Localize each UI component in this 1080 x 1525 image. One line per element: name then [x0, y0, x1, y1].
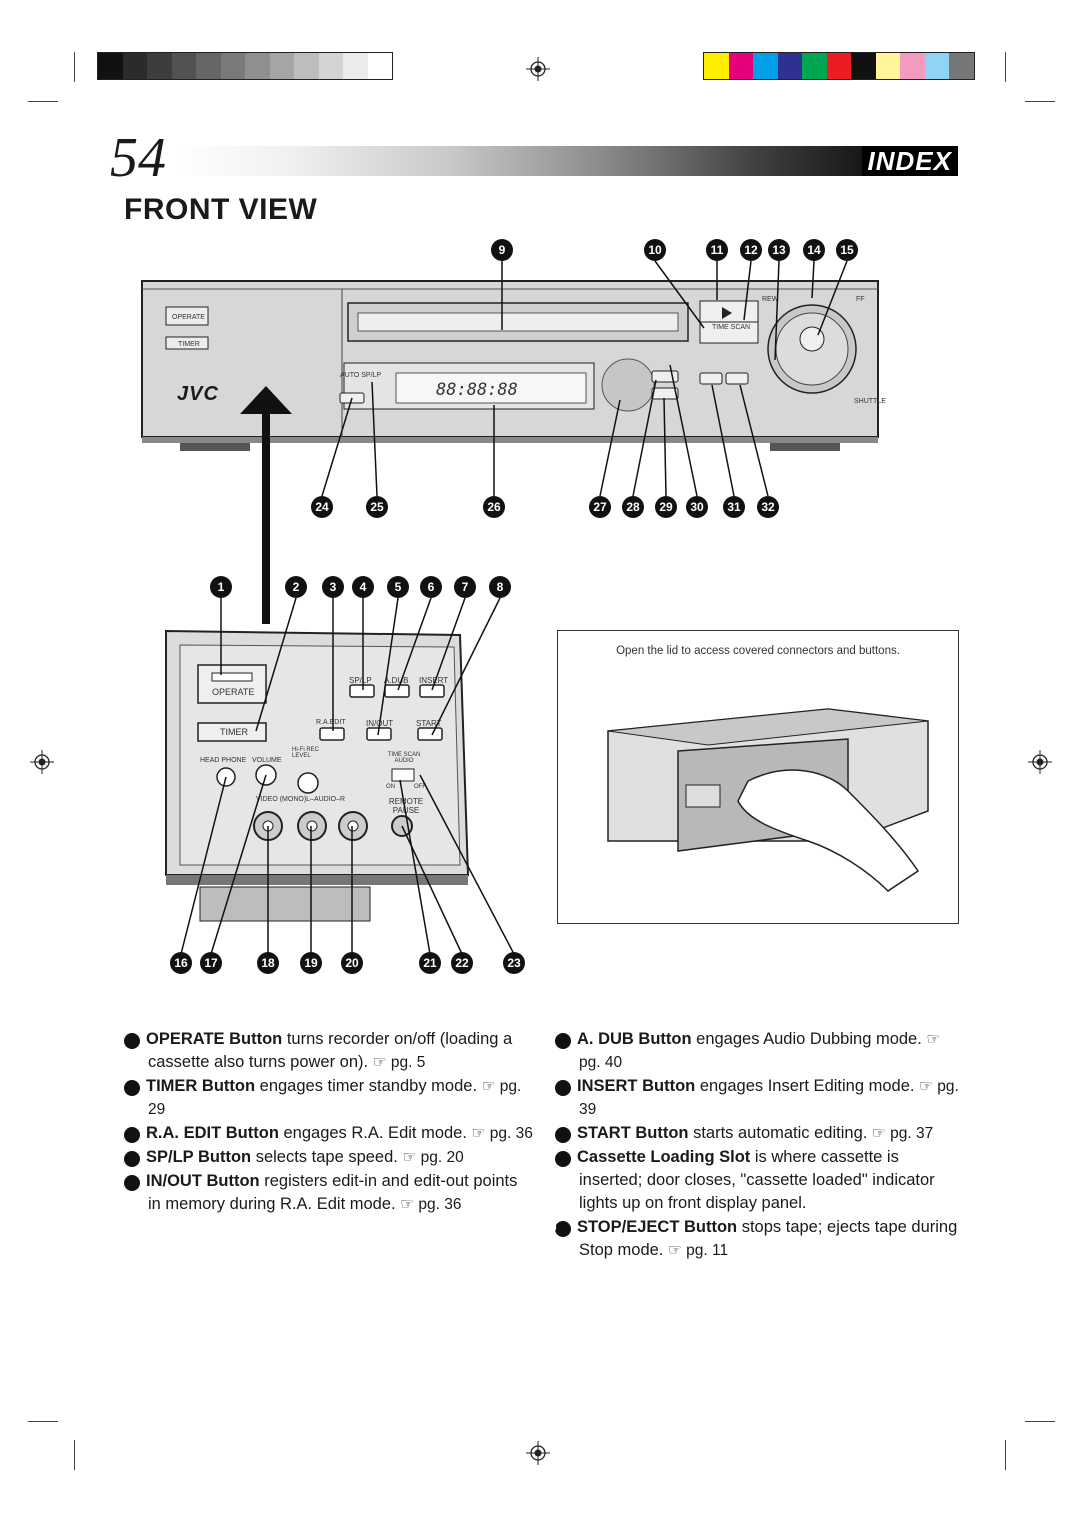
- callout-3: 3: [322, 576, 344, 598]
- callout-22: 22: [451, 952, 473, 974]
- counter-display: 88:88:88: [436, 380, 518, 400]
- description-item: [117, 1170, 534, 1216]
- on-label: ON: [386, 784, 395, 790]
- page-reference: ☞ pg. 36: [400, 1196, 462, 1213]
- lid-inset-figure: [557, 630, 959, 924]
- page-title: FRONT VIEW: [124, 193, 318, 226]
- off-label: OFF: [414, 784, 426, 790]
- item-name: IN/OUT Button: [146, 1172, 260, 1190]
- callout-1: 1: [210, 576, 232, 598]
- callout-18: 18: [257, 952, 279, 974]
- remote-pause-label: REMOTE PAUSE: [388, 797, 424, 815]
- auto-sp-lp-label: AUTO SP/LP: [340, 372, 382, 379]
- item-number-badge: 2: [124, 1080, 140, 1096]
- callout-15: 15: [836, 239, 858, 261]
- callout-6: 6: [420, 576, 442, 598]
- callout-7: 7: [454, 576, 476, 598]
- start-label: START: [416, 719, 442, 728]
- callout-30: 30: [686, 496, 708, 518]
- description-item: [117, 1028, 534, 1074]
- callout-27: 27: [589, 496, 611, 518]
- item-text: engages R.A. Edit mode.: [278, 1124, 472, 1142]
- crop-mark: [1005, 1440, 1006, 1470]
- item-number-badge: 8: [555, 1127, 571, 1143]
- item-text: starts automatic editing.: [688, 1124, 872, 1142]
- item-text: is where cassette is inserted; door closes, "cassette loaded" indicator lights up on front display panel.: [579, 1148, 935, 1212]
- callout-11: 11: [706, 239, 728, 261]
- page-reference: ☞ pg. 37: [871, 1125, 934, 1142]
- item-name: INSERT Button: [577, 1077, 696, 1095]
- in-out-label: IN/OUT: [366, 719, 394, 728]
- section-tag: INDEX: [862, 146, 958, 176]
- item-number-badge: 6: [555, 1033, 571, 1049]
- callout-25: 25: [366, 496, 388, 518]
- insert-label: INSERT: [419, 676, 449, 685]
- callout-8: 8: [489, 576, 511, 598]
- item-text: engages Insert Editing mode.: [695, 1077, 920, 1095]
- item-name: START Button: [577, 1124, 689, 1142]
- callout-29: 29: [655, 496, 677, 518]
- callout-2: 2: [285, 576, 307, 598]
- crop-mark: [28, 1421, 58, 1422]
- volume-label: VOLUME: [252, 757, 282, 764]
- callout-10: 10: [644, 239, 666, 261]
- inset-caption: Open the lid to access covered connectors and buttons.: [616, 645, 900, 657]
- callout-13: 13: [768, 239, 790, 261]
- item-text: engages Audio Dubbing mode.: [691, 1030, 927, 1048]
- callout-9: 9: [491, 239, 513, 261]
- page-reference: ☞ pg. 20: [402, 1149, 464, 1166]
- crop-mark: [1025, 1421, 1055, 1422]
- item-name: TIMER Button: [146, 1077, 256, 1095]
- callout-14: 14: [803, 239, 825, 261]
- callout-16: 16: [170, 952, 192, 974]
- ff-label: FF: [856, 296, 865, 303]
- item-text: registers edit-in and edit-out points in memory during R.A. Edit mode.: [148, 1172, 518, 1213]
- ra-edit-label: R.A.EDIT: [316, 719, 346, 726]
- sp-lp-label: SP/LP: [349, 676, 372, 685]
- item-text: turns recorder on/off (loading a cassette also turns power on).: [148, 1030, 513, 1071]
- operate-button-label: OPERATE: [212, 687, 255, 697]
- item-number-badge: 3: [124, 1127, 140, 1143]
- description-item: [117, 1146, 534, 1169]
- item-text: engages timer standby mode.: [255, 1077, 482, 1095]
- crop-mark: [74, 1440, 75, 1470]
- time-scan-audio-label: TIME SCAN AUDIO: [387, 752, 421, 764]
- registration-target-icon: [526, 1441, 550, 1465]
- description-item: [548, 1122, 965, 1145]
- page-reference: ☞ pg. 40: [579, 1031, 941, 1071]
- page-reference: ☞ pg. 5: [372, 1054, 426, 1071]
- item-number-badge: 5: [124, 1175, 140, 1191]
- hand-opening-lid-illustration: [598, 681, 938, 911]
- callout-21: 21: [419, 952, 441, 974]
- item-name: STOP/EJECT Button: [577, 1218, 738, 1236]
- item-name: SP/LP Button: [146, 1148, 252, 1166]
- description-item: [117, 1075, 534, 1121]
- description-item: [548, 1028, 965, 1074]
- item-number-badge: 1: [124, 1033, 140, 1049]
- head-phone-label: HEAD PHONE: [200, 757, 247, 764]
- item-name: Cassette Loading Slot: [577, 1148, 751, 1166]
- page-reference: ☞ pg. 29: [148, 1078, 522, 1118]
- callout-32: 32: [757, 496, 779, 518]
- callout-19: 19: [300, 952, 322, 974]
- a-dub-label: A.DUB: [384, 676, 409, 685]
- callout-4: 4: [352, 576, 374, 598]
- page-reference: ☞ pg. 36: [471, 1125, 533, 1142]
- page-reference: ☞ pg. 11: [667, 1242, 729, 1259]
- brand-logo: JVC: [177, 383, 219, 405]
- description-list-left: [117, 1028, 534, 1217]
- callout-12: 12: [740, 239, 762, 261]
- timer-label-small: TIMER: [178, 341, 200, 348]
- timer-button-label: TIMER: [220, 727, 248, 737]
- item-number-badge: 4: [124, 1151, 140, 1167]
- rew-label: REW: [762, 296, 779, 303]
- item-number-badge: 7: [555, 1080, 571, 1096]
- callout-20: 20: [341, 952, 363, 974]
- callout-5: 5: [387, 576, 409, 598]
- description-item: [548, 1075, 965, 1121]
- shuttle-label: SHUTTLE: [854, 398, 886, 405]
- description-item: [545, 1216, 965, 1262]
- item-text: selects tape speed.: [251, 1148, 403, 1166]
- callout-28: 28: [622, 496, 644, 518]
- callout-31: 31: [723, 496, 745, 518]
- item-number-badge: 10: [555, 1221, 571, 1237]
- callout-23: 23: [503, 952, 525, 974]
- hifi-rec-level-label: Hi-Fi REC LEVEL: [292, 747, 319, 759]
- page-number: 54: [110, 127, 166, 189]
- item-name: A. DUB Button: [577, 1030, 692, 1048]
- operate-label-small: OPERATE: [172, 314, 205, 321]
- video-audio-label: VIDEO (MONO)L–AUDIO–R: [256, 796, 346, 803]
- item-number-badge: 9: [555, 1151, 571, 1167]
- description-list-right: [545, 1028, 965, 1263]
- description-item: [548, 1146, 965, 1215]
- callout-26: 26: [483, 496, 505, 518]
- item-name: OPERATE Button: [146, 1030, 283, 1048]
- time-scan-label: TIME SCAN: [712, 324, 751, 331]
- item-name: R.A. EDIT Button: [146, 1124, 279, 1142]
- description-item: [117, 1122, 534, 1145]
- callout-24: 24: [311, 496, 333, 518]
- page-reference: ☞ pg. 39: [579, 1078, 959, 1118]
- item-text: stops tape; ejects tape during Stop mode.: [579, 1218, 958, 1259]
- callout-17: 17: [200, 952, 222, 974]
